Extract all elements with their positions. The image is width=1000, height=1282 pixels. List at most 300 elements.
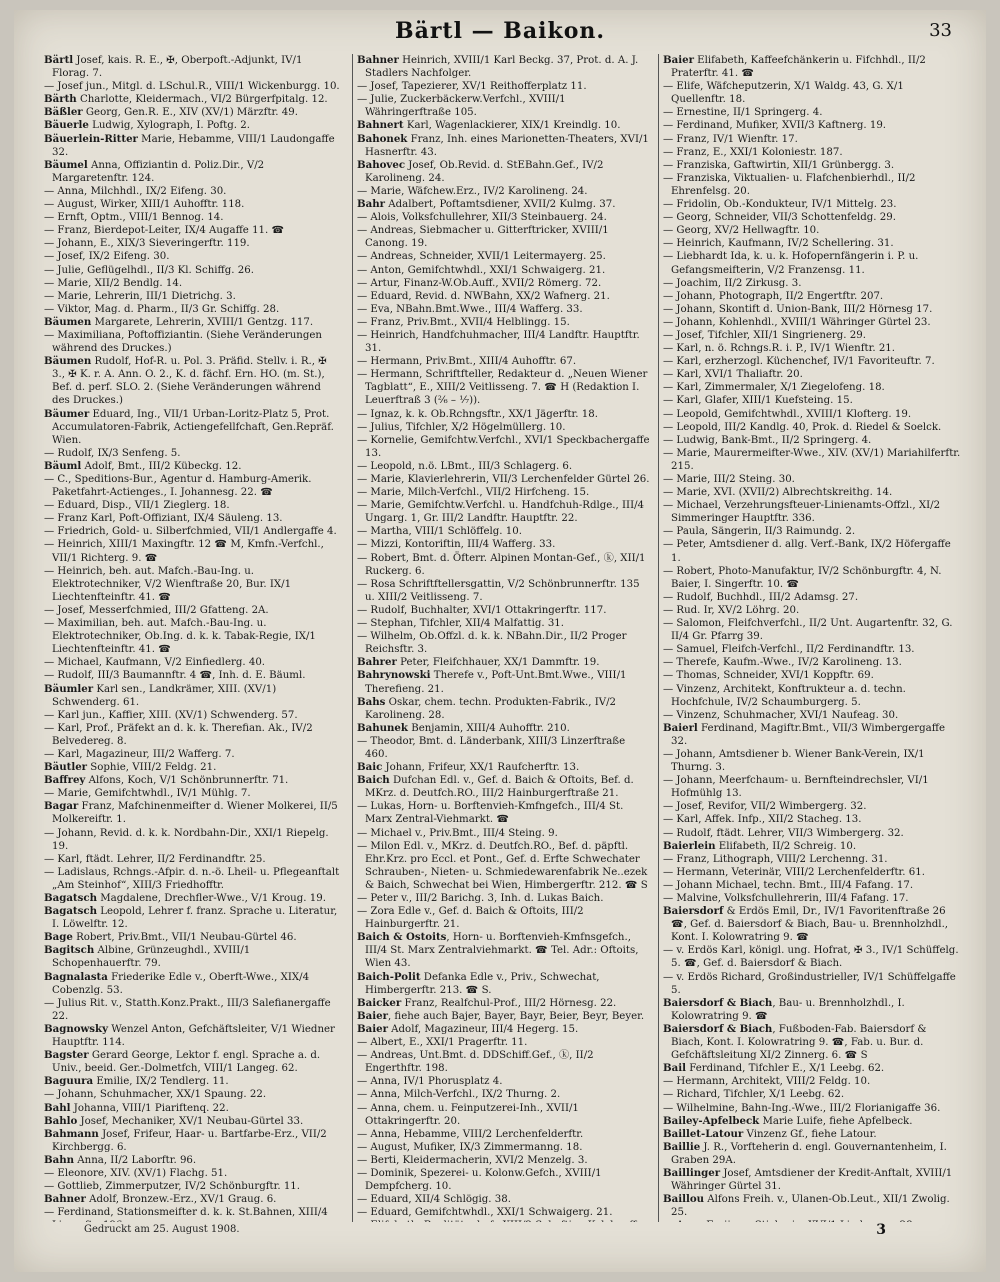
entry-details: — Artur, Finanz-W.Ob.Auff., XVII/2 Römerg. 72. xyxy=(357,277,602,289)
entry-details: — Peter, Amtsdiener d. allg. Verf.-Bank, IX/2 Höfergaffe 1. xyxy=(663,539,951,564)
entry-details: — Ernestine, II/1 Springerg. 4. xyxy=(663,107,823,119)
directory-entry xyxy=(44,827,340,853)
entry-surname: Baierlein xyxy=(663,839,716,852)
entry-details: — Rudolf, IX/3 Senfeng. 5. xyxy=(44,447,181,459)
entry-surname: Bäuerlein-Ritter xyxy=(44,132,138,145)
entry-details: — Karl, Affek. Infp., XII/2 Stacheg. 13. xyxy=(663,814,862,826)
directory-entry xyxy=(357,578,651,604)
directory-entry xyxy=(663,1023,961,1062)
entry-details: — Anna, Milch-Verfchl., IX/2 Thurng. 2. xyxy=(357,1089,561,1101)
directory-entry xyxy=(44,211,340,224)
entry-surname: Bagar xyxy=(44,800,79,813)
entry-details: — Michael, Kaufmann, V/2 Einfiedlerg. 40. xyxy=(44,657,266,669)
entry-surname: Bahs xyxy=(357,695,386,708)
directory-entry xyxy=(44,54,340,80)
directory-entry xyxy=(357,119,651,132)
directory-entry xyxy=(357,1102,651,1128)
entry-details: — Johann, Photograph, II/2 Engertftr. 207. xyxy=(663,290,884,302)
entry-surname: Bahovec xyxy=(357,158,406,171)
directory-entry xyxy=(357,159,651,185)
directory-entry xyxy=(44,1128,340,1154)
entry-details: — Rudolf, Buchhdl., III/2 Adamsg. 27. xyxy=(663,591,859,603)
entry-details: — Ignaz, k. k. Ob.Rchngsftr., XX/1 Jägerftr. 18. xyxy=(357,408,598,420)
entry-details: — Leopold, III/2 Kandlg. 40, Prok. d. Riedel & Soelck. xyxy=(663,421,942,433)
directory-entry xyxy=(663,827,961,840)
directory-entry xyxy=(357,538,651,551)
entry-details: Gerard George, Lektor f. engl. Sprache a. d. Univ., beeid. Ger.-Dolmetfch, VIII/1 Langeg. 62. xyxy=(52,1050,321,1075)
entry-details: — Marie, XII/2 Bendlg. 14. xyxy=(44,277,183,289)
entry-details: Peter, Fleifchhauer, XX/1 Dammftr. 19. xyxy=(396,657,600,669)
entry-details: Elifabeth, Kaffeefchänkerin u. Fifchhdl., II/2 Praterftr. 41. ☎ xyxy=(671,55,926,80)
entry-details: — Julie, Zuckerbäckerw.Verfchl., XVIII/1 Währingerftraße 105. xyxy=(357,94,566,119)
directory-entry xyxy=(357,434,651,460)
directory-entry xyxy=(357,211,651,224)
entry-details: — Marie, XVI. (XVII/2) Albrechtskreithg. 14. xyxy=(663,487,893,499)
directory-entry xyxy=(357,290,651,303)
entry-details: Heinrich, XVIII/1 Karl Beckg. 37, Prot. d. A. J. Stadlers Nachfolger. xyxy=(365,55,639,80)
entry-details: — Malvine, Volksfchullehrerin, III/4 Fafang. 17. xyxy=(663,893,909,904)
columns xyxy=(44,54,960,1222)
directory-entry xyxy=(44,460,340,473)
entry-details: — Franziska, Gaftwirtin, XII/1 Grünbergg. 3. xyxy=(663,159,895,171)
entry-details: — Rosa Schriftftellersgattin, V/2 Schönbrunnerftr. 135 u. XIII/2 Veitlisseng. 7. xyxy=(357,578,640,603)
entry-details: — Franz, Priv.Bmt., XVII/4 Helblingg. 15. xyxy=(357,316,570,328)
directory-entry xyxy=(44,237,340,250)
entry-details: — Ladislaus, Rchngs.-Afpir. d. n.-ö. Lheil- u. Pflegeanftalt „Am Steinhof“, XIII/3 Friedhofftr. xyxy=(44,866,340,891)
entry-details: — Paula, Sängerin, II/3 Raimundg. 2. xyxy=(663,526,856,538)
entry-details: — Heinrich, Kaufmann, IV/2 Schellering. 31. xyxy=(663,238,894,250)
directory-entry xyxy=(357,827,651,840)
entry-details: Alfons, Koch, V/1 Schönbrunnerftr. 71. xyxy=(85,775,289,787)
directory-entry xyxy=(44,866,340,892)
directory-entry xyxy=(44,565,340,604)
directory-entry xyxy=(44,931,340,944)
entry-surname: Baiersdorf xyxy=(663,905,724,918)
entry-details: — Leopold, n.ö. LBmt., III/3 Schlagerg. 6. xyxy=(357,460,573,472)
entry-details: — Fridolin, Ob.-Kondukteur, IV/1 Mittelg. 23. xyxy=(663,199,897,211)
entry-surname: Baierl xyxy=(663,721,698,734)
directory-entry xyxy=(44,971,340,997)
entry-details: — Karl, Glafer, XIII/1 Kuefsteing. 15. xyxy=(663,395,853,407)
entry-details: — Johann, Skontift d. Union-Bank, III/2 Hörnesg 17. xyxy=(663,303,933,315)
entry-details: — Vinzenz, Schuhmacher, XVI/1 Naufeag. 30. xyxy=(663,709,899,721)
directory-entry xyxy=(663,774,961,800)
directory-entry xyxy=(44,1088,340,1101)
directory-entry xyxy=(44,290,340,303)
entry-details: Franz, Mafchinenmeifter d. Wiener Molkerei, II/5 Molkereiftr. 1. xyxy=(52,801,338,826)
page-header xyxy=(14,16,986,46)
entry-details: — Heinrich, XIII/1 Maxingftr. 12 ☎ M, Kmfn.-Verfchl., VII/1 Richterg. 9. ☎ xyxy=(44,539,324,564)
directory-entry xyxy=(663,119,961,132)
entry-details: — Michael v., Priv.Bmt., III/4 Steing. 9. xyxy=(357,827,558,839)
entry-details: Josef, kais. R. E., ✠, Oberpoft.-Adjunkt, IV/1 Florag. 7. xyxy=(52,55,303,80)
directory-entry xyxy=(663,211,961,224)
entry-surname: Bagster xyxy=(44,1049,89,1062)
entry-details: Adolf, Bronzew.-Erz., XV/1 Graug. 6. xyxy=(85,1194,277,1206)
directory-entry xyxy=(663,565,961,591)
entry-surname: Bahonek xyxy=(357,132,408,145)
entry-details: — Kornelie, Gemifchtw.Verfchl., XVI/1 Speckbachergaffe 13. xyxy=(357,434,650,459)
directory-entry xyxy=(663,447,961,473)
directory-entry xyxy=(44,316,340,329)
entry-surname: Baier xyxy=(357,1022,388,1035)
entry-details: — August, Wirker, XIII/1 Auhofftr. 118. xyxy=(44,199,245,211)
directory-entry xyxy=(357,604,651,617)
entry-details: — Elife, Wäfcheputzerin, X/1 Waldg. 43, G. X/1 Quellenftr. 18. xyxy=(663,81,904,106)
entry-details: Adalbert, Poftamtsdiener, XVII/2 Kulmg. 37. xyxy=(385,199,616,211)
entry-details: — Robert, Photo-Manufaktur, IV/2 Schönburgftr. 4, N. Baier, I. Singerftr. 10. ☎ xyxy=(663,565,942,590)
directory-entry xyxy=(357,1049,651,1075)
directory-entry xyxy=(663,499,961,525)
entry-details: — Marie, Lehrerin, III/1 Dietrichg. 3. xyxy=(44,290,236,302)
entry-details: — Johann, Kohlenhdl., XVIII/1 Währinger Gürtel 23. xyxy=(663,316,931,328)
entry-details: — Anton, Gemifchtwhdl., XXI/1 Schwaigerg. 21. xyxy=(357,264,606,276)
entry-surname: Bagnowsky xyxy=(44,1022,109,1035)
entry-details: — Julie, Geflügelhdl., II/3 Kl. Schiffg. 26. xyxy=(44,264,254,276)
entry-details: Josef, Frifeur, Haar- u. Bartfarbe-Erz., VII/2 Kirchbergg. 6. xyxy=(52,1128,327,1153)
entry-details: — Dominik, Spezerei- u. Kolonw.Gefch., XVIII/1 Dempfcherg. 10. xyxy=(357,1167,602,1193)
directory-entry xyxy=(663,277,961,290)
directory-entry xyxy=(663,905,961,944)
directory-entry xyxy=(44,1167,340,1180)
directory-entry xyxy=(44,905,340,931)
entry-details: — Maximilian, beh. aut. Mafch.-Bau-Ing. u. Elektrotechniker, Ob.Ing. d. k. k. Tabak-Regie, IX/1 Liechtenfteinftr. 41. ☎ xyxy=(44,618,316,656)
entry-details: — Anna, chem. u. Feinputzerei-Inh., XVII/1 Ottakringerftr. 20. xyxy=(357,1102,579,1127)
entry-details: — Marie, III/2 Steing. 30. xyxy=(663,474,795,485)
entry-details: — Wilhelmine, Bahn-Ing.-Wwe., III/2 Florianigaffe 36. xyxy=(663,1102,941,1114)
entry-details: Georg, Gen.R. E., XIV (XV/1) Märzftr. 49. xyxy=(82,107,298,119)
directory-entry xyxy=(357,1219,651,1222)
entry-surname: Bahrynowski xyxy=(357,669,431,682)
directory-entry xyxy=(44,133,340,159)
directory-entry xyxy=(663,683,961,709)
directory-entry xyxy=(663,329,961,342)
directory-entry xyxy=(44,709,340,722)
entry-details: — Hermann, Schriftfteller, Redakteur d. „Neuen Wiener Tagblatt“, E., XIII/2 Veitlisseng. 7. ☎ H (Redaktion I. Leuerftraß 3 (²⁄₆ – ¹⁄₇)). xyxy=(357,369,648,407)
entry-details: , Fußboden-Fab. Baiersdorf & Biach, Kont. I. Kolowratring 9. ☎, Fab. u. Bur. d. Gefchäftsleitung XI/2 Zinnerg. 6. ☎ S xyxy=(671,1023,927,1062)
directory-entry xyxy=(663,1141,961,1167)
entry-details: Josef, Ob.Revid. d. StEBahn.Gef., IV/2 Karolineng. 24. xyxy=(365,159,604,184)
entry-details: — Leopold, Gemifchtwhdl., XVIII/1 Klofterg. 19. xyxy=(663,408,912,420)
entry-surname: Bäumen xyxy=(44,355,92,368)
directory-entry xyxy=(663,1167,961,1193)
entry-surname: Bäßler xyxy=(44,106,83,119)
directory-entry xyxy=(663,1115,961,1128)
directory-entry xyxy=(663,1062,961,1075)
directory-entry xyxy=(44,185,340,198)
directory-entry xyxy=(44,1075,340,1088)
directory-entry xyxy=(663,879,961,892)
entry-details: — Rud. Ir, XV/2 Löhrg. 20. xyxy=(663,604,800,616)
entry-details: — Samuel, Fleifch-Verfchl., II/2 Ferdinandftr. 13. xyxy=(663,644,915,656)
entry-surname: Bail xyxy=(663,1062,686,1075)
entry-details: Leopold, Lehrer f. franz. Sprache u. Literatur, I. Löwelftr. 12. xyxy=(52,906,338,931)
entry-details: — Hermann, Priv.Bmt., XIII/4 Auhofftr. 67. xyxy=(357,356,577,368)
entry-details: Anna, II/2 Laborftr. 96. xyxy=(74,1154,197,1166)
directory-entry xyxy=(663,892,961,905)
directory-entry xyxy=(357,722,651,735)
directory-entry xyxy=(357,1088,651,1101)
entry-surname: Baich-Polit xyxy=(357,970,421,983)
entry-details: — Karl, Prof., Präfekt an d. k. k. Therefian. Ak., IV/2 Belvedereg. 8. xyxy=(44,722,313,747)
entry-details: — Josef, Messerfchmied, III/2 Gfatteng. 2A. xyxy=(44,604,269,616)
directory-entry xyxy=(44,1180,340,1193)
entry-details: — Lukas, Horn- u. Borftenvieh-Kmfngefch., III/4 St. Marx Zentral-Viehmarkt. ☎ xyxy=(357,801,624,826)
directory-entry xyxy=(44,198,340,211)
entry-details: — Ferdinand, Stationsmeifter d. k. k. St.Bahnen, XIII/4 xyxy=(44,1207,328,1219)
directory-entry xyxy=(357,486,651,499)
directory-entry xyxy=(44,748,340,761)
directory-entry xyxy=(44,80,340,93)
directory-entry xyxy=(357,133,651,159)
directory-entry xyxy=(357,277,651,290)
directory-entry xyxy=(663,1088,961,1101)
entry-details: Alfons Freih. v., Ulanen-Ob.Leut., XII/1 Zwolig. 25. xyxy=(671,1194,950,1219)
entry-details: Friederike Edle v., Oberft-Wwe., XIX/4 Cobenzlg. 53. xyxy=(52,971,310,996)
directory-entry xyxy=(44,892,340,905)
directory-entry xyxy=(357,264,651,277)
column-3 xyxy=(658,54,961,1222)
entry-details: Albine, Grünzeughdl., XVIII/1 Schopenhauerftr. 79. xyxy=(52,945,251,970)
page-number: 33 xyxy=(929,20,952,41)
directory-entry xyxy=(44,264,340,277)
entry-details: — Johann Michael, techn. Bmt., III/4 Fafang. 17. xyxy=(663,879,914,891)
directory-entry xyxy=(357,931,651,970)
entry-details: — Karl, n. ö. Rchngs.R. i. P., IV/1 Wienftr. 21. xyxy=(663,343,896,355)
directory-entry xyxy=(663,146,961,159)
directory-entry xyxy=(357,1206,651,1219)
directory-entry xyxy=(357,93,651,119)
entry-details: Robert, Priv.Bmt., VII/1 Neubau-Gürtel 46. xyxy=(72,932,297,944)
entry-details: — Hermann, Architekt, VIII/2 Feldg. 10. xyxy=(663,1076,871,1088)
directory-entry xyxy=(44,93,340,106)
entry-surname: Bärtl xyxy=(44,54,74,66)
entry-surname: Baicker xyxy=(357,996,402,1009)
entry-details: — Johann, Meerfchaum- u. Bernfteindrechsler, VI/1 Hofmühlg 13. xyxy=(663,775,929,800)
entry-details: Ferdinand, Magiftr.Bmt., VII/3 Wimbergergaffe 32. xyxy=(671,722,945,747)
print-date: Gedruckt am 25. August 1908. xyxy=(84,1224,240,1235)
directory-entry xyxy=(663,486,961,499)
directory-entry xyxy=(357,1075,651,1088)
entry-surname: Bagitsch xyxy=(44,944,95,957)
entry-details: Ludwig, Xylograph, I. Poftg. 2. xyxy=(88,120,250,132)
entry-details: Dufchan Edl. v., Gef. d. Baich & Oftoits, Bef. d. MKrz. d. Deutfch.RO., III/2 Hainburgerftraße 21. xyxy=(365,775,634,800)
directory-entry xyxy=(663,1075,961,1088)
entry-surname: Bahl xyxy=(44,1101,71,1114)
entry-surname: Baich xyxy=(357,774,390,787)
entry-details: — Josef, IX/2 Eifeng. 30. xyxy=(44,251,170,263)
directory-entry xyxy=(357,800,651,826)
entry-details: — Thomas, Schneider, XVI/1 Koppftr. 69. xyxy=(663,670,874,682)
entry-surname: Baier xyxy=(357,1009,388,1022)
directory-entry xyxy=(44,604,340,617)
directory-entry xyxy=(357,250,651,263)
entry-surname: Bäuerle xyxy=(44,119,89,132)
entry-details: Wenzel Anton, Gefchäftsleiter, V/1 Wiedner Hauptftr. 114. xyxy=(52,1023,335,1049)
entry-details: — Marie, Maurermeifter-Wwe., XIV. (XV/1) Mariahilferftr. 215. xyxy=(663,447,961,472)
directory-page xyxy=(14,10,986,1272)
entry-details: — Marie, Gemifchtwhdl., IV/1 Mühlg. 7. xyxy=(44,788,251,800)
directory-entry xyxy=(357,552,651,578)
directory-entry xyxy=(44,800,340,826)
directory-entry xyxy=(663,355,961,368)
directory-entry xyxy=(44,722,340,748)
directory-entry xyxy=(663,198,961,211)
directory-entry xyxy=(357,185,651,198)
entry-details: — Ernft, Optm., VIII/1 Bennog. 14. xyxy=(44,212,224,224)
entry-details: — Albert, E., XXI/1 Pragerftr. 11. xyxy=(357,1037,528,1049)
directory-entry xyxy=(663,840,961,853)
entry-details: — Liebhardt Ida, k. u. k. Hofopernfängerin i. P. u. Gefangsmeifterin, V/2 Franzensg. 11. xyxy=(663,251,919,276)
entry-surname: Baiersdorf & Biach xyxy=(663,996,773,1009)
entry-details: — Michael, Verzehrungsfteuer-Linienamts-Offzl., XI/2 Simmeringer Hauptftr. 336. xyxy=(663,500,941,525)
directory-entry xyxy=(663,250,961,276)
directory-entry xyxy=(44,1049,340,1075)
directory-entry xyxy=(663,643,961,656)
directory-entry xyxy=(663,172,961,198)
entry-details: — Friedrich, Gold- u. Silberfchmied, VII/1 Andlergaffe 4. xyxy=(44,526,337,538)
directory-entry xyxy=(357,1167,651,1193)
entry-details: — Andreas, Unt.Bmt. d. DDSchiff.Gef., ⓚ, II/2 Engerthftr. 198. xyxy=(357,1050,594,1075)
directory-entry xyxy=(663,709,961,722)
directory-entry xyxy=(44,683,340,709)
entry-details: — Anna, Hebamme, VIII/2 Lerchenfelderftr. xyxy=(357,1128,584,1140)
entry-details: Marie Luife, fiehe Apfelbeck. xyxy=(759,1115,913,1127)
directory-entry xyxy=(357,224,651,250)
directory-entry xyxy=(44,224,340,237)
entry-details: — Josef, Tapezierer, XV/1 Reithofferplatz 11. xyxy=(357,81,587,93)
directory-entry xyxy=(44,1115,340,1128)
entry-details: — Alois, Volksfchullehrer, XII/3 Steinbauerg. 24. xyxy=(357,212,607,224)
entry-details: — Therefe, Kaufm.-Wwe., IV/2 Karolineng. 13. xyxy=(663,657,902,669)
directory-entry xyxy=(663,54,961,80)
entry-surname: Baillou xyxy=(663,1193,705,1206)
entry-details: — Robert, Bmt. d. Öfterr. Alpinen Montan-Gef., ⓚ, XII/1 Ruckerg. 6. xyxy=(357,552,646,577)
directory-entry xyxy=(44,617,340,656)
directory-entry xyxy=(44,1193,340,1206)
entry-surname: Bagatsch xyxy=(44,892,97,904)
directory-entry xyxy=(44,944,340,970)
entry-details: Karl, Wagenlackierer, XIX/1 Kreindlg. 10. xyxy=(403,120,621,132)
entry-surname: Bäumler xyxy=(44,682,94,695)
directory-entry xyxy=(663,538,961,564)
directory-entry xyxy=(44,329,340,355)
directory-entry xyxy=(663,866,961,879)
entry-surname: Bahunek xyxy=(357,721,408,734)
entry-details: — Wilhelm, Ob.Offzl. d. k. k. NBahn.Dir., II/2 Proger Reichsftr. 3. xyxy=(357,631,627,656)
directory-entry xyxy=(44,119,340,132)
directory-entry xyxy=(44,447,340,460)
directory-entry xyxy=(663,669,961,682)
entry-details: — Anna, Milchhdl., IX/2 Eifeng. 30. xyxy=(44,185,227,197)
directory-entry xyxy=(44,303,340,316)
directory-entry xyxy=(663,316,961,329)
directory-entry xyxy=(357,1128,651,1141)
directory-entry xyxy=(44,473,340,499)
entry-details: — Karl, erzherzogl. Küchenchef, IV/1 Favoriteuftr. 7. xyxy=(663,356,935,368)
entry-details: Defanka Edle v., Priv., Schwechat, Himbergerftr. 213. ☎ S. xyxy=(365,971,600,996)
directory-entry xyxy=(44,656,340,669)
entry-details: — Johann, E., XIX/3 Sieveringerftr. 119. xyxy=(44,238,250,250)
entry-details: — Johann, Amtsdiener b. Wiener Bank-Verein, IX/1 Thurng. 3. xyxy=(663,748,925,774)
directory-entry xyxy=(663,944,961,970)
directory-entry xyxy=(357,1154,651,1167)
directory-entry xyxy=(357,669,651,695)
entry-details: — Josef, Tifchler, XII/1 Singrienerg. 29. xyxy=(663,329,866,341)
directory-entry xyxy=(663,381,961,394)
entry-surname: Bailey-Apfelbeck xyxy=(663,1114,760,1127)
directory-entry xyxy=(44,525,340,538)
entry-details: — Josef jun., Mitgl. d. LSchul.R., VIII/1 Wickenburgg. 10. xyxy=(44,81,340,93)
entry-details: — Anna, IV/1 Phorusplatz 4. xyxy=(357,1076,503,1088)
directory-entry xyxy=(663,800,961,813)
directory-entry xyxy=(44,1206,340,1222)
directory-entry xyxy=(663,617,961,643)
entry-details: — Eduard, Disp., VII/1 Zieglerg. 18. xyxy=(44,500,230,512)
directory-entry xyxy=(663,159,961,172)
entry-details: Johann, Frifeur, XX/1 Raufcherftr. 13. xyxy=(382,762,580,774)
entry-details: — Gottlieb, Zimmerputzer, IV/2 Schönburgftr. 11. xyxy=(44,1181,301,1193)
entry-details: — Heinrich, Handfchuhmacher, III/4 Landftr. Hauptftr. 31. xyxy=(357,329,640,355)
entry-details: — Ludwig, Bank-Bmt., II/2 Springerg. 4. xyxy=(663,434,872,446)
entry-surname: Bäumen xyxy=(44,315,92,328)
directory-entry xyxy=(663,722,961,748)
entry-details: — Zora Edle v., Gef. d. Baich & Oftoits, III/2 Hainburgerftr. 21. xyxy=(357,906,584,931)
sheet-number: 3 xyxy=(876,1222,886,1238)
entry-surname: Bage xyxy=(44,931,73,944)
directory-entry xyxy=(357,198,651,211)
directory-entry xyxy=(357,1036,651,1049)
entry-details: Franz, Inh. eines Marionetten-Theaters, XVI/1 Hasnerftr. 43. xyxy=(365,133,649,158)
entry-details: Karl sen., Landkrämer, XIII. (XV/1) Schwenderg. 61. xyxy=(52,683,277,708)
entry-surname: Bahlo xyxy=(44,1114,78,1127)
entry-details: — Hermann, Veterinär, VIII/2 Lerchenfelderftr. 61. xyxy=(663,866,925,878)
entry-details: Josef, Amtsdiener der Kredit-Anftalt, XVIII/1 Währinger Gürtel 31. xyxy=(671,1167,953,1193)
directory-entry xyxy=(44,997,340,1023)
entry-details: — Viktor, Mag. d. Pharm., II/3 Gr. Schiffg. 28. xyxy=(44,303,280,315)
directory-entry xyxy=(357,80,651,93)
entry-details: — Joachim, II/2 Zirkusg. 3. xyxy=(663,277,802,289)
entry-details: Anna, Offiziantin d. Poliz.Dir., V/2 Margaretenftr. 124. xyxy=(52,159,265,184)
entry-details: Marie, Hebamme, VIII/1 Laudongaffe 32. xyxy=(52,133,335,158)
entry-surname: Bäumer xyxy=(44,407,90,420)
directory-entry xyxy=(663,224,961,237)
entry-details: — Karl, Zimmermaler, X/1 Ziegelofeng. 18. xyxy=(663,382,885,394)
directory-entry xyxy=(44,761,340,774)
entry-surname: Bagatsch xyxy=(44,905,97,918)
entry-details: Adolf, Bmt., III/2 Kübeckg. 12. xyxy=(81,460,242,472)
entry-details: — Franz, Lithograph, VIII/2 Lerchenng. 31. xyxy=(663,853,888,865)
entry-details: — C., Speditions-Bur., Agentur d. Hamburg-Amerik. Paketfahrt-Actienges., I. Johannesg. 22. ☎ xyxy=(44,474,312,499)
entry-details: — Andreas, Schneider, XVII/1 Leitermayerg. 25. xyxy=(357,251,606,263)
directory-entry xyxy=(663,604,961,617)
directory-entry xyxy=(357,735,651,761)
directory-entry xyxy=(357,316,651,329)
entry-surname: Bahr xyxy=(357,198,385,211)
directory-entry xyxy=(44,1023,340,1049)
directory-entry xyxy=(357,774,651,800)
directory-entry xyxy=(357,761,651,774)
entry-details: — Vinzenz, Architekt, Konftrukteur a. d. techn. Hochfchule, IV/2 Schaumburgerg. 5. xyxy=(663,683,906,708)
directory-entry xyxy=(663,1128,961,1141)
entry-details: Elifabeth, II/2 Schreig. 10. xyxy=(715,840,857,852)
directory-entry xyxy=(663,434,961,447)
entry-details: Josef, Mechaniker, XV/1 Neubau-Gürtel 33. xyxy=(77,1115,304,1127)
directory-entry xyxy=(663,237,961,250)
entry-surname: Baich & Ostoits xyxy=(357,931,447,944)
entry-surname: Bahn xyxy=(44,1153,75,1166)
entry-details: Eduard, Ing., VII/1 Urban-Loritz-Platz 5, Prot. Accumulatoren-Fabrik, Actiengefellfchaft, Gen.Repräf. Wien. xyxy=(52,408,334,446)
